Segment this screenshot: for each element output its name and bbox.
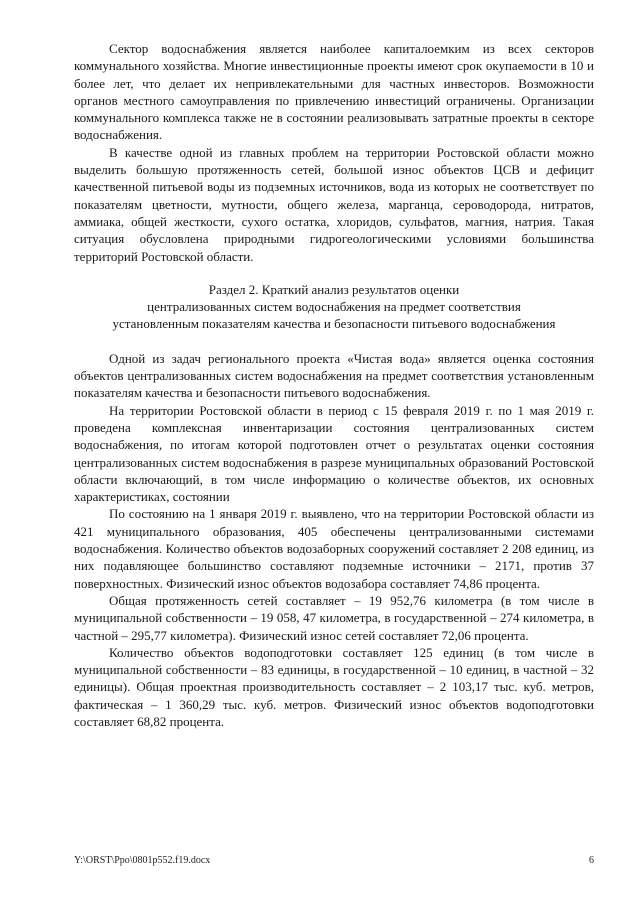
paragraph-network-length: Общая протяженность сетей составляет – 19 952,76 километра (в том числе в муниципальной собственности – 19 058, 47 километра, в государственной – 274 километра, в частной – 295,77 километра). Физический износ сетей составляет 72,06 процента.: [74, 592, 594, 643]
file-path: Y:\ORST\Ppo\0801p552.f19.docx: [74, 855, 211, 866]
paragraph-regional-project: Одной из задач регионального проекта «Чистая вода» является оценка состояния объектов централизованных систем водоснабжения на предмет соответствия установленным показателям качества и безопасности питьевого водоснабжения.: [74, 350, 594, 401]
paragraph-main-problems: В качестве одной из главных проблем на территории Ростовской области можно выделить большую протяженность сетей, большой износ объектов ЦСВ и дефицит качественной питьевой воды из подземных источников, вода из которых не соответствует по показателям цветности, мутности, общего железа, марганца, сероводорода, нитратов, аммиака, общей жесткости, сухого остатка, хлоридов, сульфатов, магния, натрия. Такая ситуация обусловлена природными гидрогеологическими условиями большинства территорий Ростовской области.: [74, 144, 594, 264]
paragraph-sector-investments: Сектор водоснабжения является наиболее капиталоемким из всех секторов коммунального хозяйства. Многие инвестиционные проекты имеют срок окупаемости в 10 и более лет, что делает их непривлекательными для частных инвесторов. Возможности органов местного самоуправления по привлечению инвестиций ограничены. Организации коммунального комплекса также не в состоянии реализовывать затратные проекты в секторе водоснабжения.: [74, 41, 594, 143]
paragraph-water-intake: По состоянию на 1 января 2019 г. выявлено, что на территории Ростовской области из 421 муниципального образования, 405 обеспечены централизованными системами водоснабжения. Количество объектов водозаборных сооружений составляет 2 208 единиц, из них подавляющее большинство составляют подземные источники – 2171, против 37 поверхностных. Физический износ объектов водозабора составляет 74,86 процента.: [74, 506, 594, 591]
section-heading-line-3: установленным показателям качества и безопасности питьевого водоснабжения: [112, 316, 556, 332]
section-heading-line-1: Раздел 2. Краткий анализ результатов оценки: [208, 281, 460, 297]
paragraph-water-treatment: Количество объектов водоподготовки составляет 125 единиц (в том числе в муниципальной собственности – 83 единицы, в государственной – 10 единиц, в частной – 32 единицы). Общая проектная производительность составляет – 2 103,17 тыс. куб. метров, фактическая – 1 360,29 тыс. куб. метров. Физический износ объектов водоподготовки составляет 68,82 процента.: [74, 644, 594, 729]
page-number: 6: [589, 855, 594, 866]
document-page: [74, 40, 594, 730]
section-heading: [74, 281, 594, 333]
paragraph-inventory: На территории Ростовской области в период с 15 февраля 2019 г. по 1 мая 2019 г. проведена комплексная инвентаризации состояния централизованных систем водоснабжения, по итогам которой подготовлен отчет о результатах оценки состояния централизованных систем водоснабжения в разрезе муниципальных образований Ростовской области включающий, в том числе информацию о количестве объектов, их основных характеристиках, состоянии: [74, 402, 594, 505]
section-heading-line-2: централизованных систем водоснабжения на предмет соответствия: [147, 299, 521, 315]
